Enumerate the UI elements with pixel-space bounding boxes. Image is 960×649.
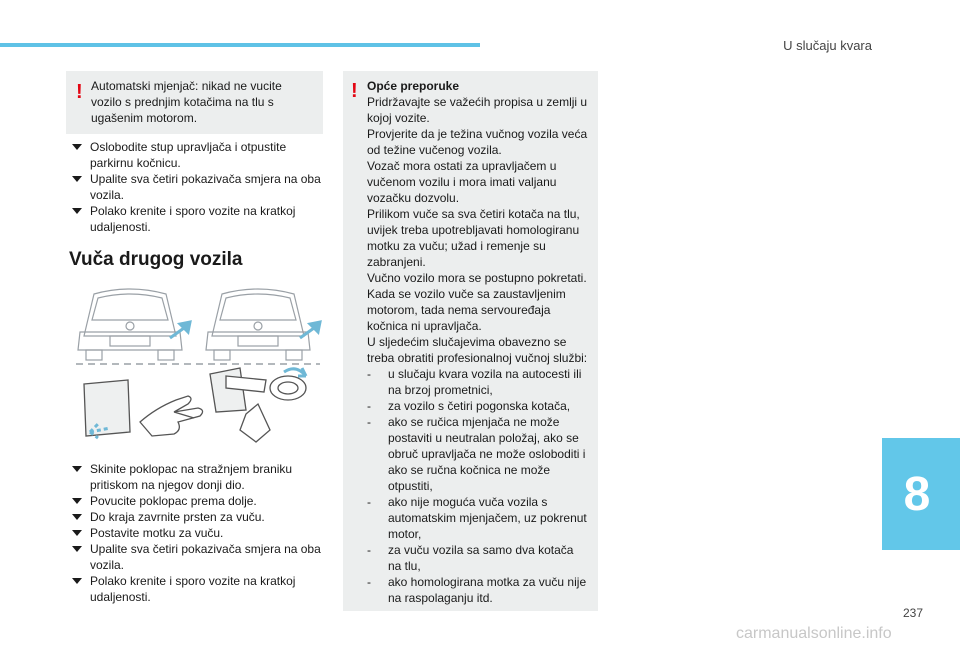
car-rear-left-illustration xyxy=(78,289,182,360)
warning-box-automatic xyxy=(66,71,323,134)
paragraph: Prilikom vuče sa sva četiri kotača na tlu, uvijek treba upotrebljavati homologiranu motku za vuču; užad i remenje su zabranjeni. xyxy=(367,207,580,269)
list-item: Postavite motku za vuču. xyxy=(70,525,325,541)
bullet-arrow-icon xyxy=(72,498,82,504)
paragraph: Pridržavajte se važećih propisa u zemlji u kojoj vozite. xyxy=(367,95,588,125)
list-item: Povucite poklopac prema dolje. xyxy=(70,493,325,509)
list-item: - za vuču vozila sa samo dva kotača na tlu, xyxy=(367,543,574,573)
list-item: Upalite sva četiri pokazivača smjera na oba vozila. xyxy=(70,171,325,203)
paragraph: Vozač mora ostati za upravljačem u vučenom vozilu i mora imati valjanu vozačku dozvolu. xyxy=(367,159,557,205)
list-item: - u slučaju kvara vozila na autocesti ili na brzoj prometnici, xyxy=(367,367,582,397)
bullet-arrow-icon xyxy=(72,144,82,150)
list-item: Polako krenite i sporo vozite na kratkoj udaljenosti. xyxy=(70,573,325,605)
list-item: - za vozilo s četiri pogonska kotača, xyxy=(367,399,571,413)
watermark: carmanualsonline.info xyxy=(736,625,892,642)
steps-list-2 xyxy=(70,461,325,605)
section-title: U slučaju kvara xyxy=(783,38,872,53)
towing-eye-illustration xyxy=(70,280,326,458)
steps-list-1 xyxy=(70,139,325,235)
bullet-arrow-icon xyxy=(72,514,82,520)
list-item: Oslobodite stup upravljača i otpustite parkirnu kočnicu. xyxy=(70,139,325,171)
warning-icon: ! xyxy=(351,80,358,102)
bullet-arrow-icon xyxy=(72,578,82,584)
list-item: Do kraja zavrnite prsten za vuču. xyxy=(70,509,325,525)
paragraph: U sljedećim slučajevima obavezno se treba obratiti profesionalnoj vučnoj službi: xyxy=(367,335,588,365)
list-item: - ako nije moguća vuča vozila s automatskim mjenjačem, uz pokrenut motor, xyxy=(367,495,587,541)
warning-icon: ! xyxy=(76,81,83,103)
list-item: Skinite poklopac na stražnjem braniku pritiskom na njegov donji dio. xyxy=(70,461,325,493)
list-item: - ako se ručica mjenjača ne može postaviti u neutralan položaj, ako se obruč upravljača ne može osloboditi i ako se ručna kočnica ne može otpustiti, xyxy=(367,415,586,493)
bullet-arrow-icon xyxy=(72,208,82,214)
towing-ring-illustration xyxy=(210,368,306,442)
bullet-arrow-icon xyxy=(72,466,82,472)
chapter-tab: 8 xyxy=(882,438,960,550)
cover-removal-illustration xyxy=(84,380,203,436)
list-item: - ako homologirana motka za vuču nije na raspolaganju itd. xyxy=(367,575,587,605)
paragraph: Kada se vozilo vuče sa zaustavljenim motorom, tada nema servouređaja kočnica ni upravljača. xyxy=(367,287,566,333)
warning-box-general-recommendations xyxy=(343,71,598,611)
car-rear-right-illustration xyxy=(206,289,310,360)
paragraph: Vučno vozilo mora se postupno pokretati. xyxy=(367,271,587,285)
rotate-arrow-icon xyxy=(284,368,306,376)
bullet-arrow-icon xyxy=(72,546,82,552)
cases-list xyxy=(367,366,588,606)
section-heading: Vuča drugog vozila xyxy=(69,249,243,270)
list-item: Polako krenite i sporo vozite na kratkoj udaljenosti. xyxy=(70,203,325,235)
warning-text: Automatski mjenjač: nikad ne vucite vozilo s prednjim kotačima na tlu s ugašenim motorom. xyxy=(91,79,282,125)
bullet-arrow-icon xyxy=(72,530,82,536)
warning-title: Opće preporuke xyxy=(367,79,460,93)
paragraph: Provjerite da je težina vučnog vozila veća od težine vučenog vozila. xyxy=(367,127,588,157)
bullet-arrow-icon xyxy=(72,176,82,182)
header-accent-bar xyxy=(0,43,480,47)
page-number: 237 xyxy=(903,606,924,620)
list-item: Upalite sva četiri pokazivača smjera na oba vozila. xyxy=(70,541,325,573)
